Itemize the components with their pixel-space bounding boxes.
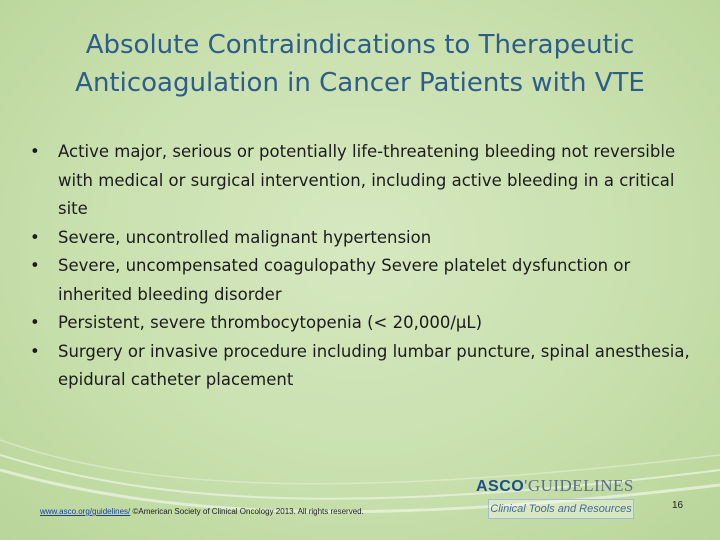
slide-title (20, 26, 700, 102)
logo-wordmark (476, 476, 634, 496)
bullet-dot: • (30, 142, 40, 161)
bullet-dot: • (30, 227, 40, 247)
logo-mark: ' (524, 476, 528, 495)
page-number: 16 (672, 500, 684, 511)
bullet-item (30, 252, 692, 309)
bullet-item (30, 138, 692, 224)
bullet-list (30, 138, 692, 395)
logo-guidelines-text: GUIDELINES (527, 476, 634, 495)
logo-tagline: Clinical Tools and Resources (488, 499, 634, 519)
asco-guidelines-logo (470, 472, 640, 522)
bullet-text: Severe, uncontrolled malignant hypertension (58, 227, 432, 247)
slide-title-line-2: Anticoagulation in Cancer Patients with VTE (75, 68, 645, 98)
bullet-dot: • (30, 341, 40, 361)
copyright-text: ©American Society of Clinical Oncology 2013. All rights reserved. (130, 507, 364, 516)
bullet-text: Surgery or invasive procedure including lumbar puncture, spinal anesthesia, epidural catheter placement (58, 341, 690, 389)
bullet-item (30, 309, 692, 338)
bullet-item (30, 338, 692, 395)
bullet-text: Persistent, severe thrombocytopenia (< 20,000/µL) (58, 313, 483, 332)
guidelines-link[interactable]: www.asco.org/guidelines/ (40, 507, 131, 516)
bullet-dot: • (30, 256, 40, 275)
logo-asco-text: ASCO (476, 478, 525, 495)
bullet-text: Active major, serious or potentially life-threatening bleeding not reversible with medical or surgical intervention, including active bleeding in a critical site (58, 142, 676, 218)
bullet-item (30, 224, 692, 253)
slide-title-line-1: Absolute Contraindications to Therapeutic (85, 30, 635, 60)
bullet-text: Severe, uncompensated coagulopathy Severe platelet dysfunction or inherited bleeding disorder (58, 256, 631, 304)
footer-copyright (40, 507, 364, 516)
bullet-dot: • (30, 313, 40, 332)
